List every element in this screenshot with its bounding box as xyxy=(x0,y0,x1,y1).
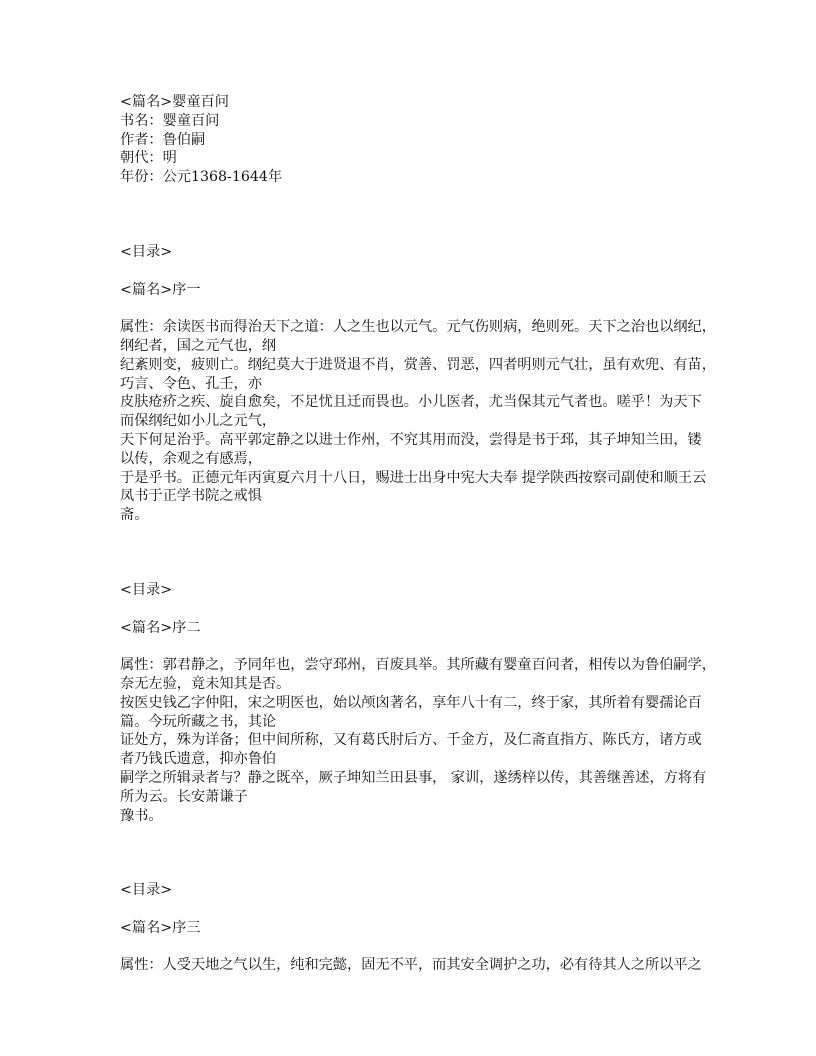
body-line: 皮肤疮疥之疾、旋自愈矣，不足忧且迁而畏也。小儿医者，尤当保其元气者也。嗟乎！为天下 xyxy=(120,394,702,411)
body-line: 于是乎书。正德元年丙寅夏六月十八日，赐进士出身中宪大夫奉 提学陕西按察司副使和顺王云 xyxy=(120,469,707,486)
document-page xyxy=(120,93,716,975)
body-line: 属性：郭君静之，予同年也，尝守邳州，百废具举。其所藏有婴童百问者，相传以为鲁伯嗣学， xyxy=(120,657,716,674)
section-title: <篇名>序二 xyxy=(120,619,201,636)
body-line: 斋。 xyxy=(120,507,149,524)
book-name: 书名：婴童百问 xyxy=(120,112,220,129)
body-line: 所为云。长安萧谦子 xyxy=(120,788,248,805)
body-line: 证处方，殊为详备；但中间所称，又有葛氏肘后方、千金方，及仁斋直指方、陈氏方，诸方或 xyxy=(120,732,702,749)
body-line: 天下何足治乎。高平郭定静之以进士作州，不究其用而没，尝得是书于邳，其子坤知兰田，镂 xyxy=(120,431,702,448)
section-preface-1 xyxy=(120,243,716,525)
section-title: <篇名>序一 xyxy=(120,281,201,298)
toc-marker: <目录> xyxy=(120,581,173,598)
author: 作者：鲁伯嗣 xyxy=(120,131,206,148)
body-line: 嗣学之所辑录者与？静之既卒，厥子坤知兰田县事， 家训，遂绣梓以传，其善继善述，方将有 xyxy=(120,769,707,786)
body-line: 巧言、令色、孔壬，亦 xyxy=(120,375,262,392)
body-line: 属性：人受天地之气以生，纯和完懿，固无不平，而其安全调护之功，必有待其人之所以平之 xyxy=(120,957,702,974)
body-line: 属性：余读医书而得治天下之道：人之生也以元气。元气伤则病，绝则死。天下之治也以纲纪， xyxy=(120,319,716,336)
body-line: 纲纪者，国之元气也，纲 xyxy=(120,337,277,354)
section-preface-2 xyxy=(120,581,716,825)
body-line: 凤书于正学书院之戒惧 xyxy=(120,488,262,505)
section-body xyxy=(120,318,716,525)
body-line: 以传，余观之有感焉， xyxy=(120,450,262,467)
toc-marker: <目录> xyxy=(120,243,173,260)
section-body xyxy=(120,956,700,975)
body-line: 奈无左验，竟未知其是否。 xyxy=(120,675,291,692)
header-block xyxy=(120,93,700,187)
body-line: 豫书。 xyxy=(120,807,163,824)
section-preface-3 xyxy=(120,881,700,975)
chapter-title: <篇名>婴童百问 xyxy=(120,94,229,110)
body-line: 纪紊则变，疲则亡。纲纪莫大于进贤退不肖，赏善、罚恶，四者明则元气壮，虽有欢兜、有苗， xyxy=(120,356,716,373)
toc-marker: <目录> xyxy=(120,882,173,899)
years: 年份：公元1368-1644年 xyxy=(120,169,283,186)
section-title: <篇名>序三 xyxy=(120,919,201,936)
dynasty: 朝代：明 xyxy=(120,150,177,167)
body-line: 者乃钱氏遗意，抑亦鲁伯 xyxy=(120,751,277,768)
body-line: 按医史钱乙字仲阳，宋之明医也，始以颅囟著名，享年八十有二，终于家，其所着有婴孺论百 xyxy=(120,694,702,711)
body-line: 篇。今玩所藏之书，其论 xyxy=(120,713,277,730)
section-body xyxy=(120,656,716,825)
body-line: 而保纲纪如小儿之元气， xyxy=(120,413,277,430)
